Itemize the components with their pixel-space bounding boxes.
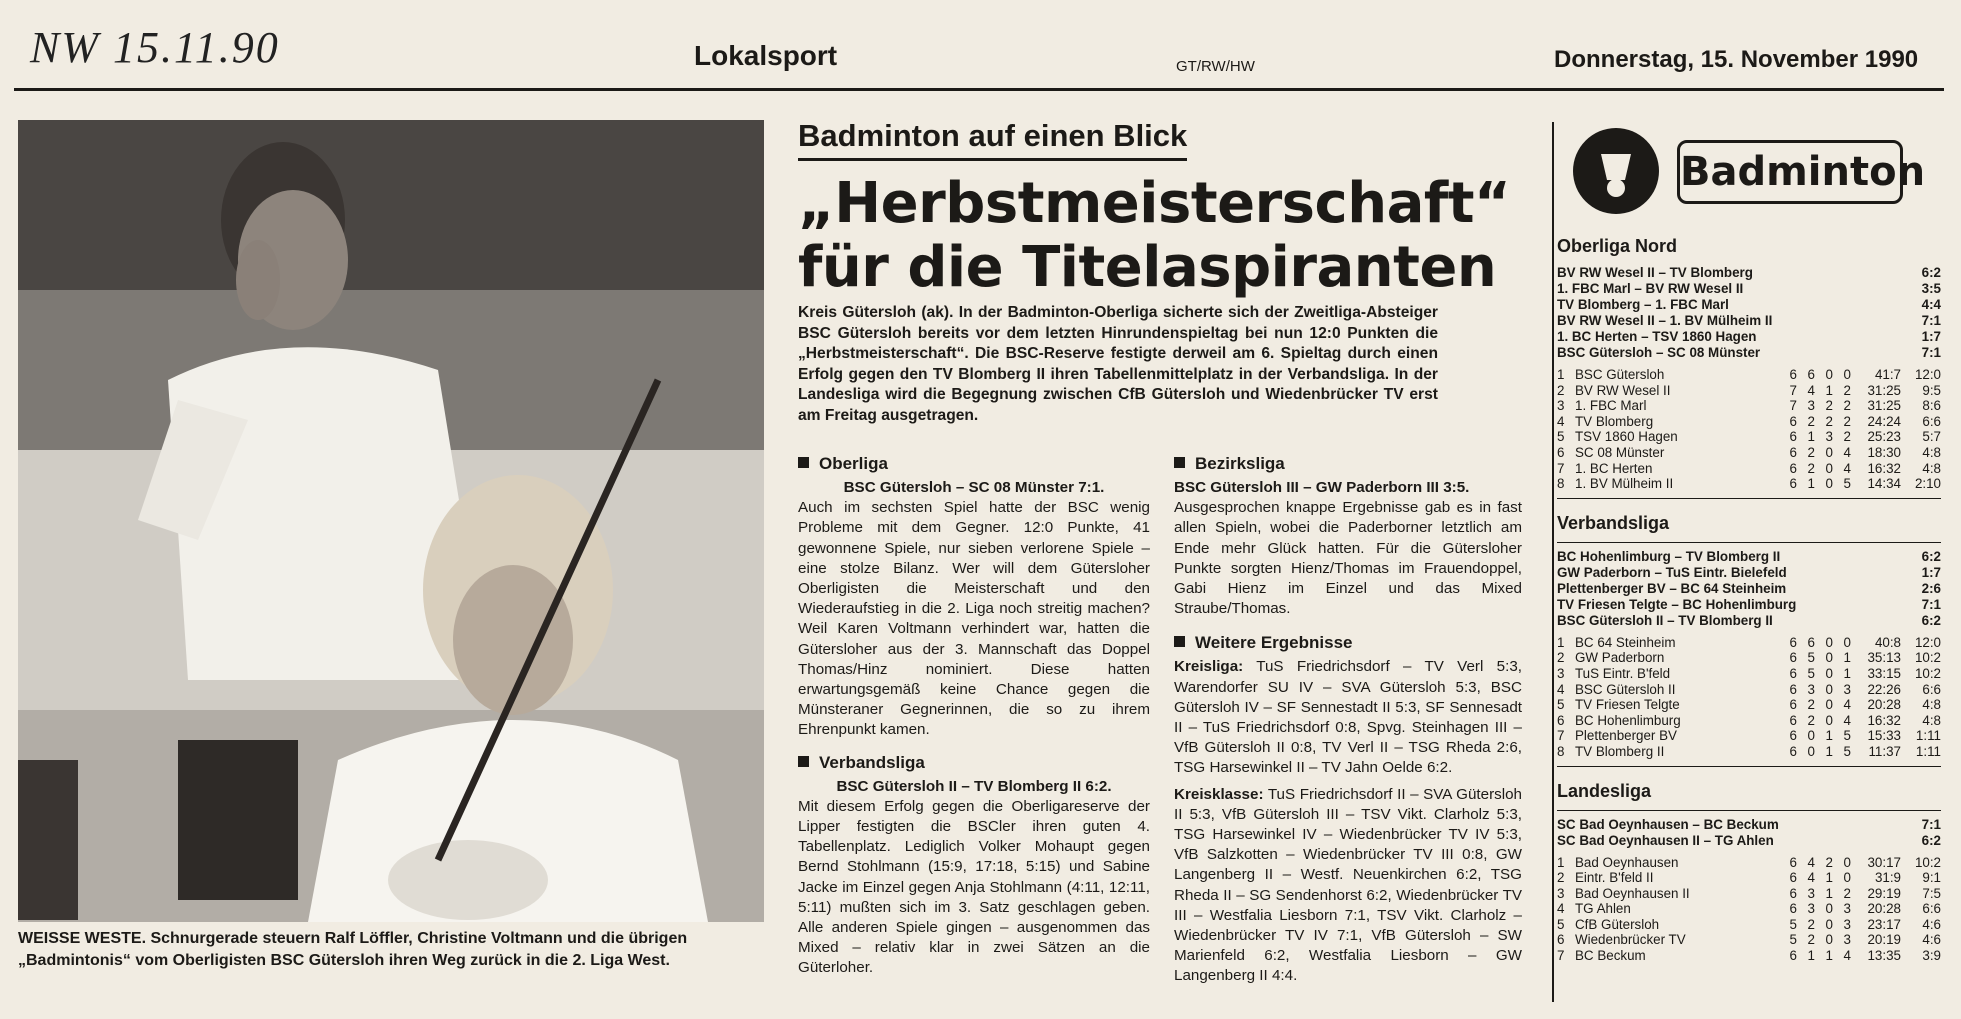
result-row (1557, 817, 1941, 833)
standing-cell: 5 (1843, 476, 1851, 492)
standing-team: TuS Eintr. B'feld (1575, 665, 1671, 681)
bezirksliga-match: BSC Gütersloh III – GW Paderborn III 3:5. (1174, 479, 1470, 496)
standing-cell: 2 (1557, 650, 1565, 666)
standing-cell: 9:1 (1922, 870, 1941, 886)
standing-cell: 33:15 (1867, 665, 1901, 681)
standing-cell: 6 (1789, 901, 1797, 917)
result-row (1557, 565, 1941, 581)
result-row (1557, 613, 1941, 629)
standing-cell: 4 (1843, 460, 1851, 476)
result-row (1557, 581, 1941, 597)
standing-cell: 6 (1789, 413, 1797, 429)
standing-team: CfB Gütersloh (1575, 916, 1660, 932)
result-row (1557, 549, 1941, 565)
standing-cell: 31:9 (1874, 870, 1901, 886)
column-middle (1174, 452, 1522, 993)
result-score: 1:7 (1921, 564, 1941, 580)
standing-cell: 3 (1843, 681, 1851, 697)
standing-cell: 0 (1825, 916, 1833, 932)
standing-cell: 2 (1807, 697, 1815, 713)
result-score: 7:1 (1921, 596, 1941, 612)
standing-cell: 35:13 (1867, 650, 1901, 666)
standing-cell: 0 (1825, 367, 1833, 382)
standing-team: 1. BC Herten (1575, 460, 1653, 476)
result-score: 7:1 (1921, 313, 1941, 328)
standing-cell: 2 (1807, 916, 1815, 932)
badminton-logo (1557, 122, 1941, 222)
edition-code: GT/RW/HW (1176, 58, 1255, 75)
standing-cell: 20:28 (1867, 697, 1901, 713)
standing-cell: 1 (1825, 743, 1833, 759)
standing-cell: 3 (1557, 885, 1565, 901)
standing-cell: 6 (1789, 476, 1797, 492)
standing-cell: 6 (1789, 634, 1797, 650)
standing-cell: 5 (1789, 932, 1797, 948)
standing-cell: 5 (1807, 665, 1815, 681)
standing-cell: 3 (1843, 932, 1851, 948)
standing-cell: 0 (1825, 476, 1833, 492)
standing-cell: 6 (1789, 650, 1797, 666)
result-row (1557, 281, 1941, 297)
standing-cell: 4:8 (1922, 460, 1941, 476)
standing-cell: 1 (1843, 665, 1851, 681)
result-score: 2:6 (1921, 580, 1941, 596)
standing-cell: 7:5 (1922, 885, 1941, 901)
standing-cell: 0 (1825, 901, 1833, 917)
standing-cell: 4 (1557, 901, 1565, 917)
standing-cell: 6 (1789, 665, 1797, 681)
standing-cell: 18:30 (1867, 444, 1901, 460)
standing-cell: 1 (1807, 476, 1815, 492)
headline-line-1: „Herbstmeisterschaft“ (798, 171, 1511, 236)
standing-cell: 2 (1843, 885, 1851, 901)
standing-team: Bad Oeynhausen II (1575, 885, 1690, 901)
result-score: 7:1 (1921, 816, 1941, 832)
standing-cell: 4 (1843, 697, 1851, 713)
standing-cell: 7 (1557, 460, 1565, 476)
standing-cell: 5:7 (1922, 429, 1941, 445)
standing-cell: 16:32 (1867, 460, 1901, 476)
standing-cell: 9:5 (1922, 382, 1941, 398)
standing-cell: 3 (1807, 398, 1815, 414)
standing-cell: 0 (1807, 728, 1815, 744)
standing-cell: 14:34 (1867, 476, 1901, 492)
standing-team: BC 64 Steinheim (1575, 634, 1676, 650)
standing-team: TV Friesen Telgte (1575, 697, 1680, 713)
standing-cell: 29:19 (1867, 885, 1901, 901)
photo-caption (18, 928, 764, 972)
standing-cell: 30:17 (1867, 854, 1901, 870)
standing-cell: 3 (1807, 681, 1815, 697)
standing-cell: 4 (1843, 948, 1851, 964)
standing-cell: 0 (1825, 697, 1833, 713)
result-match: BV RW Wesel II – TV Blomberg (1557, 265, 1753, 280)
standing-team: TG Ahlen (1575, 901, 1631, 917)
standing-cell: 23:17 (1867, 916, 1901, 932)
result-match: 1. BC Herten – TSV 1860 Hagen (1557, 329, 1757, 344)
result-score: 7:1 (1921, 345, 1941, 360)
column-left (798, 452, 1150, 985)
standing-cell: 4:8 (1922, 444, 1941, 460)
result-match: SC Bad Oeynhausen II – TG Ahlen (1557, 832, 1774, 848)
standing-cell: 11:37 (1868, 743, 1901, 759)
standing-cell: 1 (1843, 650, 1851, 666)
standing-cell: 7 (1557, 948, 1565, 964)
result-score: 6:2 (1921, 548, 1941, 564)
standing-cell: 6 (1557, 712, 1565, 728)
standing-team: BC Hohenlimburg (1575, 712, 1681, 728)
standing-cell: 5 (1843, 728, 1851, 744)
standing-cell: 22:26 (1867, 681, 1901, 697)
standing-cell: 4:6 (1922, 932, 1941, 948)
standing-cell: 6:6 (1922, 413, 1941, 429)
article-kicker: Badminton auf einen Blick (798, 118, 1187, 161)
standing-cell: 6:6 (1922, 681, 1941, 697)
standing-cell: 2 (1843, 398, 1851, 414)
oberliga-table-title: Oberliga Nord (1557, 236, 1678, 256)
standing-cell: 6 (1557, 444, 1565, 460)
standing-cell: 0 (1825, 932, 1833, 948)
standing-cell: 8 (1557, 743, 1565, 759)
standing-cell: 5 (1843, 743, 1851, 759)
standing-cell: 2 (1843, 382, 1851, 398)
standing-cell: 5 (1807, 650, 1815, 666)
square-bullet-icon (798, 457, 809, 468)
result-score: 6:2 (1921, 612, 1941, 628)
standing-cell: 6:6 (1922, 901, 1941, 917)
standing-cell: 2 (1557, 870, 1565, 886)
result-match: TV Blomberg – 1. FBC Marl (1557, 297, 1729, 312)
verbandsliga-table-title: Verbandsliga (1557, 512, 1670, 533)
standing-cell: 6 (1789, 870, 1797, 886)
standing-cell: 1 (1825, 885, 1833, 901)
standing-cell: 8 (1557, 476, 1565, 492)
standing-cell: 2:10 (1914, 476, 1941, 492)
standing-team: BSC Gütersloh II (1575, 681, 1676, 697)
standing-cell: 6 (1789, 681, 1797, 697)
standing-cell: 2 (1807, 712, 1815, 728)
standing-team: GW Paderborn (1575, 650, 1665, 666)
verbandsliga-results (1557, 549, 1941, 629)
caption-text: Schnurgerade steuern Ralf Löffler, Christine Voltmann und die übrigen „Badmintonis“ vom Oberligisten BSC Gütersloh ihren Weg zurück in die 2. Liga West. (18, 930, 688, 969)
result-row (1557, 297, 1941, 313)
standing-team: 1. FBC Marl (1575, 398, 1647, 414)
result-row (1557, 313, 1941, 329)
standing-cell: 40:8 (1874, 634, 1901, 650)
standing-cell: 0 (1843, 367, 1851, 382)
standing-team: SC 08 Münster (1575, 444, 1665, 460)
caption-bold: WEISSE WESTE. (18, 930, 147, 947)
standing-cell: 1:11 (1915, 728, 1941, 744)
standing-team: Plettenberger BV (1575, 728, 1677, 744)
result-score: 6:2 (1921, 832, 1941, 848)
standing-cell: 6 (1789, 854, 1797, 870)
standing-cell: 6 (1789, 367, 1797, 382)
standing-cell: 4 (1807, 870, 1815, 886)
standing-team: Eintr. B'feld II (1575, 870, 1654, 886)
standing-cell: 6 (1789, 728, 1797, 744)
standing-cell: 3 (1557, 398, 1565, 414)
result-match: BSC Gütersloh II – TV Blomberg II (1557, 612, 1773, 628)
standing-team: Bad Oeynhausen (1575, 854, 1679, 870)
standing-cell: 0 (1843, 854, 1851, 870)
standing-cell: 6 (1789, 712, 1797, 728)
standing-cell: 1 (1557, 854, 1565, 870)
standing-cell: 31:25 (1867, 382, 1901, 398)
oberliga-match: BSC Gütersloh – SC 08 Münster 7:1. (843, 479, 1105, 496)
standing-cell: 1 (1557, 367, 1565, 382)
article-headline (798, 171, 1511, 300)
standing-cell: 12:0 (1914, 634, 1941, 650)
standing-cell: 4 (1843, 712, 1851, 728)
standing-cell: 2 (1825, 413, 1833, 429)
result-match: BC Hohenlimburg – TV Blomberg II (1557, 548, 1781, 564)
section-title: Lokalsport (694, 40, 838, 71)
issue-date: Donnerstag, 15. November 1990 (1554, 46, 1919, 73)
standing-cell: 8:6 (1922, 398, 1941, 414)
standing-cell: 0 (1843, 634, 1851, 650)
standing-team: BV RW Wesel II (1575, 382, 1671, 398)
landesliga-table-title: Landesliga (1557, 780, 1652, 801)
verbandsliga-standings (1557, 635, 1941, 760)
standing-team: BSC Gütersloh (1575, 367, 1665, 382)
bezirksliga-text: Ausgesprochen knappe Ergebnisse gab es in fast allen Spieln, wobei die Paderborner letztlich am Ende mehr Glück hatten. Für die Gütersloher Punkte sorgten Hienz/Thomas im Frauendoppel, Gabi Hienz im Einzel und das Mixed Straube/Thomas. (1174, 499, 1522, 618)
result-row (1557, 597, 1941, 613)
standing-cell: 1 (1825, 382, 1833, 398)
standing-cell: 1 (1825, 948, 1833, 964)
verbandsliga-match: BSC Gütersloh II – TV Blomberg II 6:2. (836, 777, 1112, 795)
standing-cell: 1 (1825, 728, 1833, 744)
standing-cell: 6 (1789, 885, 1797, 901)
standing-cell: 0 (1825, 681, 1833, 697)
standing-cell: 5 (1789, 916, 1797, 932)
standing-cell: 2 (1807, 932, 1815, 948)
standing-team: BC Beckum (1575, 948, 1646, 964)
standing-cell: 4:8 (1922, 697, 1941, 713)
standing-cell: 7 (1557, 728, 1565, 744)
standing-cell: 6 (1789, 460, 1797, 476)
standing-cell: 10:2 (1914, 650, 1941, 666)
weitere-heading: Weitere Ergebnisse (1174, 631, 1522, 655)
result-row (1557, 265, 1941, 281)
sidebar-divider (1552, 122, 1554, 1002)
kreisliga-results: Kreisliga: TuS Friedrichsdorf – TV Verl 5:3, Warendorfer SU IV – SVA Gütersloh 5:3, BSC Gütersloh IV – SF Sennestadt II 5:3, SF Sennesadt II – TuS Friedrichsdorf 0:8, Spvg. Steinhagen III – VfB Gütersloh II 0:8, TV Verl II – TSG Rheda 2:6, TSG Harsewinkel II – TV Jahn Oelde 6:2. (1174, 658, 1522, 777)
standing-cell: 0 (1825, 460, 1833, 476)
standing-cell: 3 (1843, 916, 1851, 932)
result-score: 4:4 (1921, 297, 1941, 312)
square-bullet-icon (798, 756, 809, 767)
oberliga-results (1557, 265, 1941, 361)
standing-cell: 25:23 (1867, 429, 1901, 445)
verbandsliga-heading: Verbandsliga (798, 751, 1150, 775)
standing-cell: 1 (1807, 948, 1815, 964)
badminton-photo (18, 120, 764, 922)
standing-cell: 31:25 (1867, 398, 1901, 414)
standing-cell: 0 (1807, 743, 1815, 759)
standing-cell: 2 (1843, 429, 1851, 445)
header-rule (14, 88, 1944, 91)
standing-cell: 6 (1789, 948, 1797, 964)
result-match: SC Bad Oeynhausen – BC Beckum (1557, 816, 1779, 832)
result-match: GW Paderborn – TuS Eintr. Bielefeld (1557, 564, 1787, 580)
verbandsliga-text: Mit diesem Erfolg gegen die Oberligareserve der Lipper festigten die BSCler ihren guten 4. Tabellenplatz. Lediglich Volker Mohaupt gegen Bernd Stohlmann (15:9, 17:18, 5:15) und Sabine Jacke im Einzel gegen Anja Stohlmann (4:11, 12:11, 5:11) mußten sich im 3. Satz geschlagen geben. Alle anderen Spiele gingen – ausgenommen das Mixed – relativ klar in zwei Sätzen an die Güterloher. (798, 797, 1150, 977)
article-lead: Kreis Gütersloh (ak). In der Badminton-Oberliga sicherte sich der Zweitliga-Absteiger BSC Gütersloh bereits vor dem letzten Hinrundenspieltag bei nun 12:0 Punkten die „Herbstmeisterschaft“. Die BSC-Reserve festigte derweil am 6. Spieltag durch einen Erfolg gegen den TV Blomberg II ihren Tabellenmittelplatz in der Verbandsliga. In der Landesliga wird die Begegnung zwischen CfB Gütersloh und Wiedenbrücker TV erst am Freitag ausgetragen. (798, 304, 1438, 424)
standing-cell: 4:8 (1922, 712, 1941, 728)
standing-cell: 2 (1557, 382, 1565, 398)
standing-cell: 10:2 (1914, 854, 1941, 870)
result-match: TV Friesen Telgte – BC Hohenlimburg (1557, 596, 1797, 612)
standing-cell: 3 (1807, 901, 1815, 917)
standing-cell: 16:32 (1867, 712, 1901, 728)
standing-cell: 3 (1807, 885, 1815, 901)
standing-cell: 6 (1789, 743, 1797, 759)
standing-cell: 6 (1789, 697, 1797, 713)
square-bullet-icon (1174, 636, 1185, 647)
standing-cell: 4 (1807, 382, 1815, 398)
standing-cell: 0 (1843, 870, 1851, 886)
oberliga-heading: Oberliga (798, 452, 1150, 476)
standing-cell: 6 (1789, 444, 1797, 460)
result-score: 3:5 (1921, 281, 1941, 296)
standing-cell: 7 (1789, 398, 1797, 414)
square-bullet-icon (1174, 457, 1185, 468)
standing-cell: 0 (1825, 444, 1833, 460)
standing-cell: 15:33 (1867, 728, 1901, 744)
standing-cell: 3 (1843, 901, 1851, 917)
standing-cell: 20:19 (1867, 932, 1901, 948)
photo-illustration (18, 120, 764, 922)
standing-cell: 6 (1557, 932, 1565, 948)
standing-cell: 0 (1825, 650, 1833, 666)
standing-team: TV Blomberg II (1575, 743, 1665, 759)
standing-cell: 2 (1825, 854, 1833, 870)
result-row (1557, 833, 1941, 849)
standing-cell: 5 (1557, 429, 1565, 445)
standing-team: TV Blomberg (1575, 413, 1654, 429)
result-score: 6:2 (1921, 265, 1941, 280)
sidebar-logo-title: Badminton (1677, 140, 1903, 204)
kreisklasse-results: Kreisklasse: TuS Friedrichsdorf II – SVA Gütersloh II 5:3, VfB Gütersloh III – TSV Vikt. Clarholz 5:3, TSG Harsewinkel IV – Wiedenbrücker TV IV 5:3, VfB Salzkotten – Wiedenbrücker TV III 0:8, GW Langenberg II – Westf. Neuenkirchen 6:2, TSG Rheda II – SG Sendenhorst 6:2, Wiedenbrücker TV III – Westfalia Liesborn 7:1, TSV Vikt. Clarholz – Wiedenbrücker TV IV 7:1, VfB Gütersloh – SW Marienfeld 6:2, Westfalia Liesborn – GW Langenberg II 4:4. (1174, 785, 1522, 985)
standing-cell: 0 (1825, 712, 1833, 728)
standing-cell: 4 (1557, 681, 1565, 697)
standing-cell: 41:7 (1874, 367, 1901, 382)
handwritten-date-note: NW 15.11.90 (30, 23, 280, 72)
standing-cell: 1:11 (1915, 743, 1941, 759)
standing-cell: 2 (1807, 444, 1815, 460)
standing-cell: 7 (1789, 382, 1797, 398)
oberliga-text: Auch im sechsten Spiel hatte der BSC wenig Probleme mit dem Gegner. 12:0 Punkte, 41 gewonnene Spiele, nur sieben verlorene Spiele – eine stolze Bilanz. Wer will dem Gütersloher Oberligisten die Meisterschaft und den Wiederaufstieg in die 2. Liga noch streitig machen? Weil Karen Voltmann verhindert war, hatten die Gütersloher aus der 3. Mannschaft das Doppel Thomas/Hinz nominiert. Diese hatten erwartungsgemäß keine Chance gegen die Münsteraner Gegnerinnen, die so zu ihrem Ehrenpunkt kamen. (798, 499, 1150, 739)
standing-team: Wiedenbrücker TV (1575, 932, 1686, 948)
standing-cell: 0 (1825, 634, 1833, 650)
standing-cell: 20:28 (1867, 901, 1901, 917)
result-match: BSC Gütersloh – SC 08 Münster (1557, 345, 1761, 360)
bezirksliga-heading: Bezirksliga (1174, 452, 1522, 476)
standing-team: TSV 1860 Hagen (1575, 429, 1678, 445)
headline-line-2: für die Titelaspiranten (798, 235, 1497, 300)
oberliga-standings (1557, 367, 1941, 492)
standing-cell: 2 (1825, 398, 1833, 414)
standing-cell: 13:35 (1867, 948, 1901, 964)
result-match: Plettenberger BV – BC 64 Steinheim (1557, 580, 1787, 596)
standing-cell: 4 (1557, 413, 1565, 429)
standing-team: 1. BV Mülheim II (1575, 476, 1674, 492)
result-row (1557, 345, 1941, 361)
standing-cell: 4:6 (1922, 916, 1941, 932)
standing-cell: 0 (1825, 665, 1833, 681)
sidebar-tables (1557, 122, 1941, 964)
standing-cell: 6 (1807, 634, 1815, 650)
landesliga-results (1557, 817, 1941, 849)
standing-cell: 3 (1557, 665, 1565, 681)
standing-cell: 12:0 (1914, 367, 1941, 382)
standing-cell: 4 (1843, 444, 1851, 460)
standing-cell: 5 (1557, 916, 1565, 932)
standing-cell: 2 (1807, 413, 1815, 429)
result-match: 1. FBC Marl – BV RW Wesel II (1557, 281, 1744, 296)
standing-cell: 2 (1807, 460, 1815, 476)
standing-cell: 3:9 (1922, 948, 1941, 964)
result-score: 1:7 (1921, 329, 1941, 344)
standing-cell: 4 (1807, 854, 1815, 870)
result-row (1557, 329, 1941, 345)
standing-cell: 10:2 (1914, 665, 1941, 681)
result-match: BV RW Wesel II – 1. BV Mülheim II (1557, 313, 1773, 328)
standing-cell: 5 (1557, 697, 1565, 713)
standing-cell: 1 (1557, 634, 1565, 650)
landesliga-standings (1557, 855, 1941, 964)
standing-cell: 6 (1807, 367, 1815, 382)
standing-cell: 3 (1825, 429, 1833, 445)
standing-cell: 24:24 (1867, 413, 1901, 429)
shuttlecock-icon (1573, 128, 1659, 214)
standing-cell: 2 (1843, 413, 1851, 429)
standing-cell: 1 (1807, 429, 1815, 445)
standing-cell: 6 (1789, 429, 1797, 445)
standing-cell: 1 (1825, 870, 1833, 886)
